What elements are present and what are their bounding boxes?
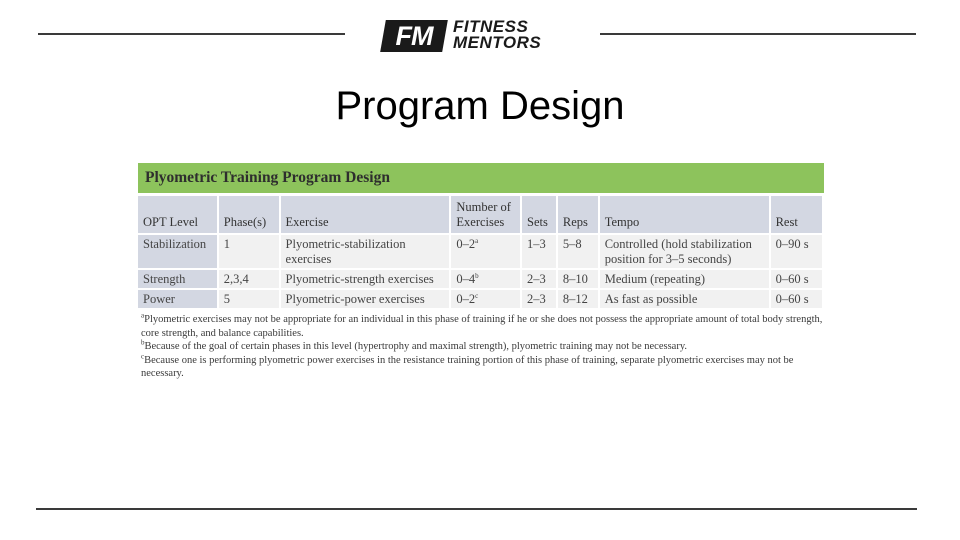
table-row [138, 270, 822, 288]
cell-number [451, 235, 520, 268]
logo-wordmark [453, 19, 541, 51]
footnote-mark: b [141, 338, 145, 347]
cell-phases: 2,3,4 [219, 270, 279, 288]
header-rule-right [600, 33, 916, 35]
footnote [141, 340, 824, 354]
col-header-number-line2: Exercises [456, 215, 505, 229]
table-row [138, 235, 822, 268]
col-header-number-line1: Number of [456, 200, 511, 214]
col-header-number [451, 196, 520, 233]
cell-rest: 0–90 s [771, 235, 822, 268]
footnote-mark: c [141, 352, 145, 360]
table-header-row [138, 196, 822, 233]
cell-number [451, 270, 520, 288]
footnote-marker: a [475, 236, 479, 245]
program-table [136, 194, 824, 310]
cell-sets: 1–3 [522, 235, 556, 268]
cell-tempo: Medium (repeating) [600, 270, 769, 288]
cell-level: Stabilization [138, 235, 217, 268]
cell-tempo: Controlled (hold stabilization position for 3–5 seconds) [600, 235, 769, 268]
footnotes [138, 313, 824, 381]
program-design-figure [138, 163, 824, 381]
cell-sets: 2–3 [522, 290, 556, 308]
cell-reps: 8–10 [558, 270, 598, 288]
table-row [138, 290, 822, 308]
logo-mark-text: FM [395, 21, 433, 51]
footer-rule [36, 508, 917, 510]
cell-number-value: 0–4 [456, 272, 476, 286]
cell-number [451, 290, 520, 308]
footnote-text: Because one is performing plyometric power exercises in the resistance training portion of this phase of training, separate plyometric exercises may not be necessary. [141, 354, 794, 379]
cell-number-value: 0–2 [456, 292, 476, 306]
cell-exercise: Plyometric-power exercises [281, 290, 450, 308]
footnote [141, 313, 824, 340]
footnote-mark: a [141, 311, 145, 320]
slide-title: Program Design [335, 84, 625, 128]
cell-phases: 1 [219, 235, 279, 268]
cell-reps: 8–12 [558, 290, 598, 308]
logo-line-1: FITNESS [453, 17, 529, 36]
cell-number-value: 0–2 [456, 237, 476, 251]
figure-header: Plyometric Training Program Design [138, 163, 824, 193]
cell-rest: 0–60 s [771, 270, 822, 288]
header-rule-left [38, 33, 345, 35]
footnote-text: Plyometric exercises may not be appropriate for an individual in this phase of training if he or she does not possess the appropriate amount of total body strength, core strength, and balance capabilities. [141, 314, 823, 339]
col-header-reps: Reps [558, 196, 598, 233]
fitness-mentors-logo [383, 19, 565, 53]
col-header-exercise: Exercise [281, 196, 450, 233]
cell-exercise: Plyometric-strength exercises [281, 270, 450, 288]
cell-phases: 5 [219, 290, 279, 308]
col-header-level: OPT Level [138, 196, 217, 233]
footnote-marker: b [475, 271, 479, 280]
logo-mark [380, 20, 448, 52]
logo-line-2: MENTORS [453, 33, 542, 52]
cell-level: Power [138, 290, 217, 308]
cell-sets: 2–3 [522, 270, 556, 288]
cell-rest: 0–60 s [771, 290, 822, 308]
cell-tempo: As fast as possible [600, 290, 769, 308]
col-header-phases: Phase(s) [219, 196, 279, 233]
col-header-sets: Sets [522, 196, 556, 233]
cell-exercise: Plyometric-stabilization exercises [281, 235, 450, 268]
col-header-tempo: Tempo [600, 196, 769, 233]
cell-reps: 5–8 [558, 235, 598, 268]
cell-level: Strength [138, 270, 217, 288]
footnote [141, 354, 824, 381]
col-header-rest: Rest [771, 196, 822, 233]
footnote-marker: c [475, 291, 479, 300]
footnote-text: Because of the goal of certain phases in this level (hypertrophy and maximal strength), plyometric training may not be necessary. [144, 341, 688, 352]
